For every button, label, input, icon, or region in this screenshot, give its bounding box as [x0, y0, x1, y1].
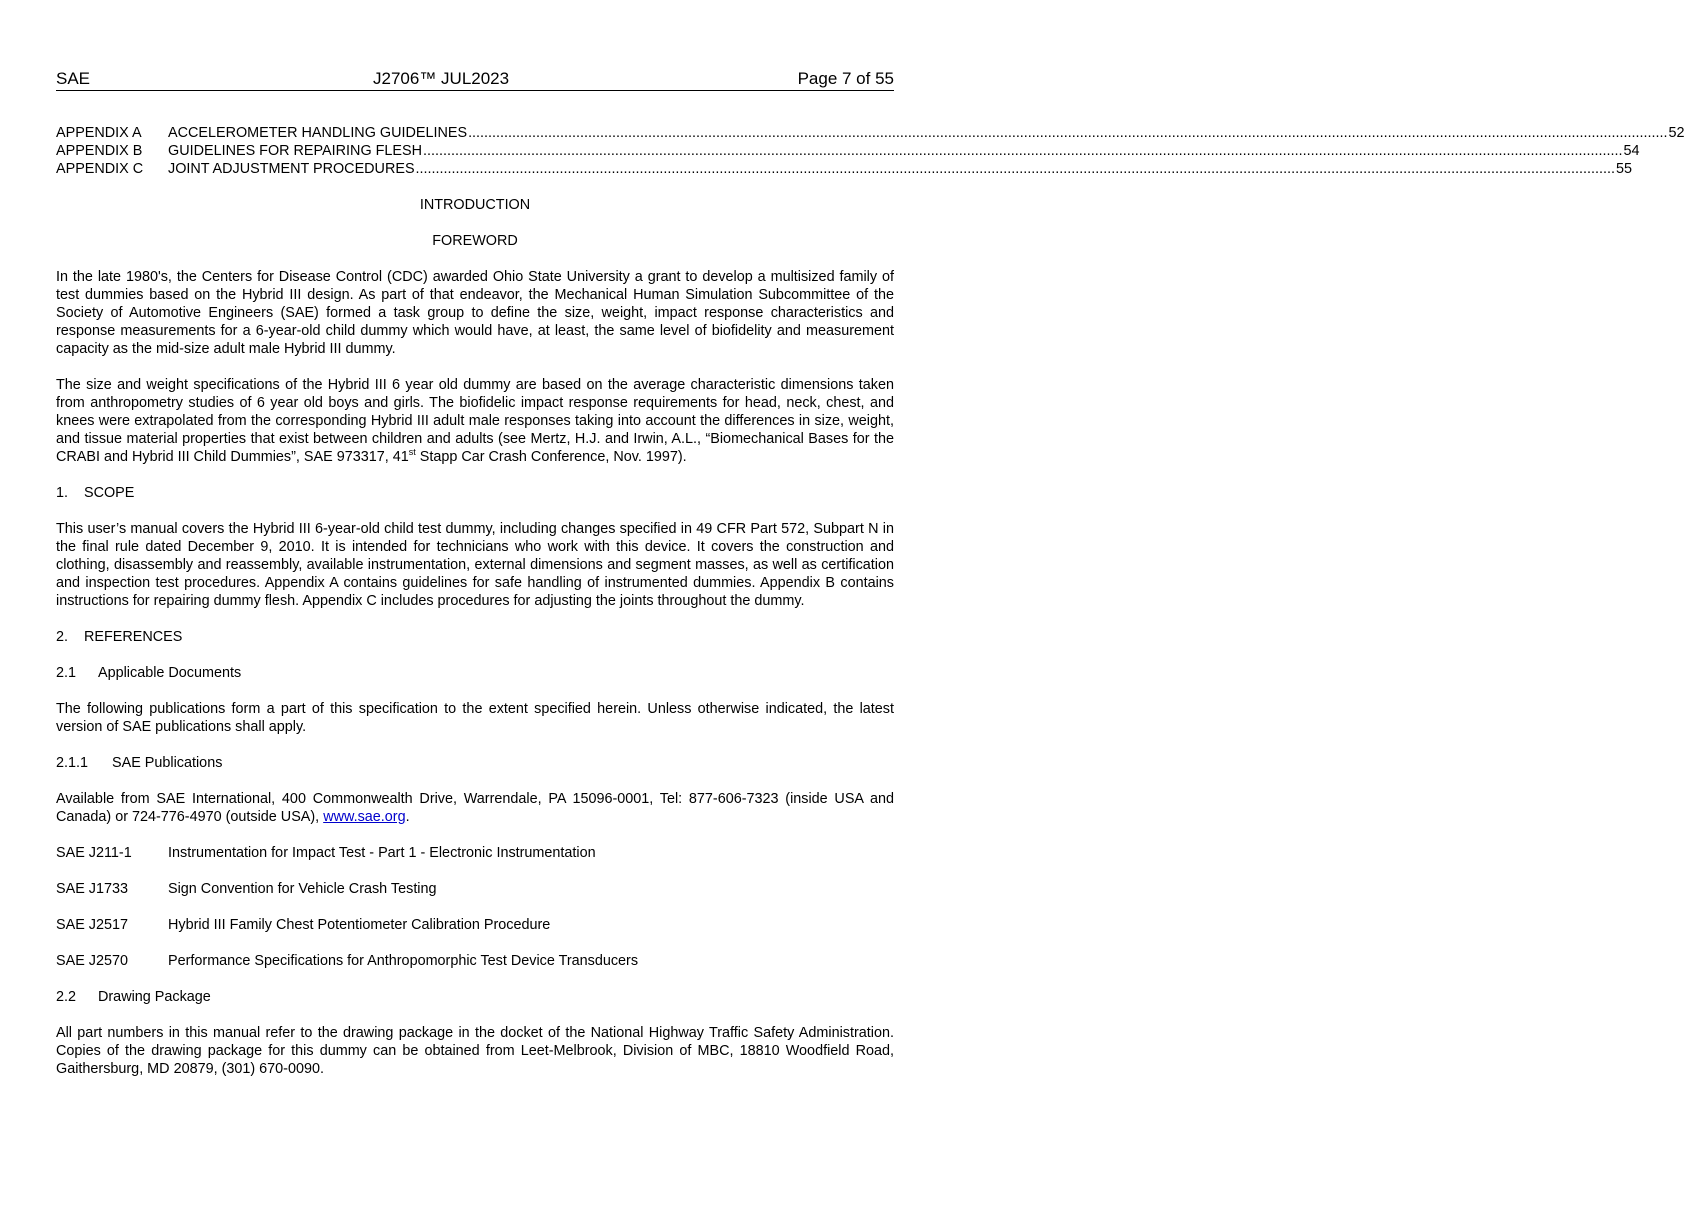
- foreword-paragraph-2: [56, 376, 894, 466]
- applicable-documents-paragraph: The following publications form a part of this specification to the extent specified herein. Unless otherwise indicated, the latest version of SAE publications shall apply.: [56, 701, 894, 735]
- scope-paragraph: This user’s manual covers the Hybrid III 6-year-old child test dummy, including changes specified in 49 CFR Part 572, Subpart N in the final rule dated December 9, 2010. It is intended for technicians who work with this device. It covers the construction and clothing, disassembly and reassembly, available instrumentation, external dimensions and segment masses, as well as certification and inspection test procedures. Appendix A contains guidelines for safe handling of instrumented dummies. Appendix B contains instructions for repairing dummy flesh. Appendix C includes procedures for adjusting the joints throughout the dummy.: [56, 521, 894, 609]
- section-number: 2.: [56, 629, 69, 645]
- reference-title: Instrumentation for Impact Test - Part 1 - Electronic Instrumentation: [168, 845, 596, 861]
- section-heading-references: [56, 628, 894, 646]
- toc-entry-page: 52: [1668, 125, 1685, 141]
- reference-document: [56, 916, 894, 934]
- foreword-text: The size and weight specifications of the Hybrid III 6 year old dummy are based on the average characteristic dimensions taken from anthropometry studies of 6 year old boys and girls. The biofidelic impact response requirements for head, neck, chest, and knees were extrapolated from the corresponding Hybrid III adult male responses taking into account the differences in size, weight, and tissue material properties that exist between children and adults (see Mertz, H.J. and Irwin, A.L., “Biomechanical Bases for the CRABI and Hybrid III Child Dummies”, SAE 973317, 41: [56, 377, 894, 465]
- reference-title: Sign Convention for Vehicle Crash Testing: [168, 881, 437, 897]
- section-number: 2.1.1: [56, 755, 89, 771]
- reference-document: [56, 844, 894, 862]
- document-page: [56, 68, 1685, 1078]
- section-number: 2.2: [56, 989, 77, 1005]
- subsection-heading-applicable-documents: [56, 664, 894, 682]
- publications-text-end: .: [405, 809, 410, 825]
- reference-id: SAE J211-1: [56, 845, 132, 861]
- toc-entry[interactable]: [56, 124, 1685, 142]
- toc-entry[interactable]: [56, 160, 1633, 178]
- section-number: 1.: [56, 485, 69, 501]
- reference-id: SAE J2570: [56, 953, 129, 969]
- foreword-text-end: Stapp Car Crash Conference, Nov. 1997).: [415, 449, 687, 465]
- subsection-heading-sae-publications: [56, 754, 894, 772]
- foreword-heading: FOREWORD: [432, 233, 518, 249]
- section-number: 2.1: [56, 665, 77, 681]
- toc-leader-dots: ............................................................................................................................................................................................................................................................................................................: [468, 125, 1668, 141]
- sae-publications-paragraph: [56, 790, 894, 826]
- ordinal-suffix: st: [408, 447, 416, 458]
- section-title: SCOPE: [84, 485, 135, 501]
- toc-entry-id: APPENDIX C: [56, 161, 144, 177]
- reference-title: Performance Specifications for Anthropomorphic Test Device Transducers: [168, 953, 639, 969]
- page-header: [56, 68, 894, 91]
- header-page-number: Page 7 of 55: [797, 69, 894, 88]
- subsection-heading-drawing-package: [56, 988, 894, 1006]
- header-org: SAE: [56, 69, 91, 88]
- section-title: Applicable Documents: [98, 665, 242, 681]
- section-heading-scope: [56, 484, 894, 502]
- toc-entry-page: 54: [1623, 143, 1640, 159]
- reference-document: [56, 952, 894, 970]
- reference-document: [56, 880, 894, 898]
- reference-id: SAE J1733: [56, 881, 129, 897]
- toc-entry-page: 55: [1616, 161, 1633, 177]
- drawing-package-paragraph: All part numbers in this manual refer to the drawing package in the docket of the National Highway Traffic Safety Administration. Copies of the drawing package for this dummy can be obtained from Leet-Melbrook, Division of MBC, 18810 Woodfield Road, Gaithersburg, MD 20879, (301) 670-0090.: [56, 1025, 894, 1077]
- toc-entry-title: ACCELEROMETER HANDLING GUIDELINES: [168, 125, 468, 141]
- toc-leader-dots: ............................................................................................................................................................................................................................................................................................................: [423, 143, 1623, 159]
- toc-entry-id: APPENDIX B: [56, 143, 143, 159]
- toc-leader-dots: ............................................................................................................................................................................................................................................................................................................: [415, 161, 1616, 177]
- section-title: SAE Publications: [112, 755, 223, 771]
- section-title: Drawing Package: [98, 989, 211, 1005]
- table-of-contents: [56, 124, 1685, 178]
- reference-id: SAE J2517: [56, 917, 129, 933]
- publications-text: Available from SAE International, 400 Commonwealth Drive, Warrendale, PA 15096-0001, Tel: 877-606-7323 (inside USA and Canada) or 724-776-4970 (outside USA),: [56, 791, 894, 825]
- introduction-heading: INTRODUCTION: [419, 197, 531, 213]
- reference-title: Hybrid III Family Chest Potentiometer Calibration Procedure: [168, 917, 551, 933]
- section-title: REFERENCES: [84, 629, 183, 645]
- toc-entry-id: APPENDIX A: [56, 125, 142, 141]
- header-doc-id: J2706™ JUL2023: [373, 69, 510, 88]
- toc-entry[interactable]: [56, 142, 1640, 160]
- sae-website-link[interactable]: www.sae.org: [323, 809, 406, 825]
- toc-entry-title: JOINT ADJUSTMENT PROCEDURES: [168, 161, 415, 177]
- foreword-paragraph: In the late 1980's, the Centers for Disease Control (CDC) awarded Ohio State University a grant to develop a multisized family of test dummies based on the Hybrid III design. As part of that endeavor, the Mechanical Human Simulation Subcommittee of the Society of Automotive Engineers (SAE) formed a task group to define the size, weight, impact response characteristics and response measurements for a 6-year-old child dummy which would have, at least, the same level of biofidelity and measurement capacity as the mid-size adult male Hybrid III dummy.: [56, 269, 894, 357]
- toc-entry-title: GUIDELINES FOR REPAIRING FLESH: [168, 143, 423, 159]
